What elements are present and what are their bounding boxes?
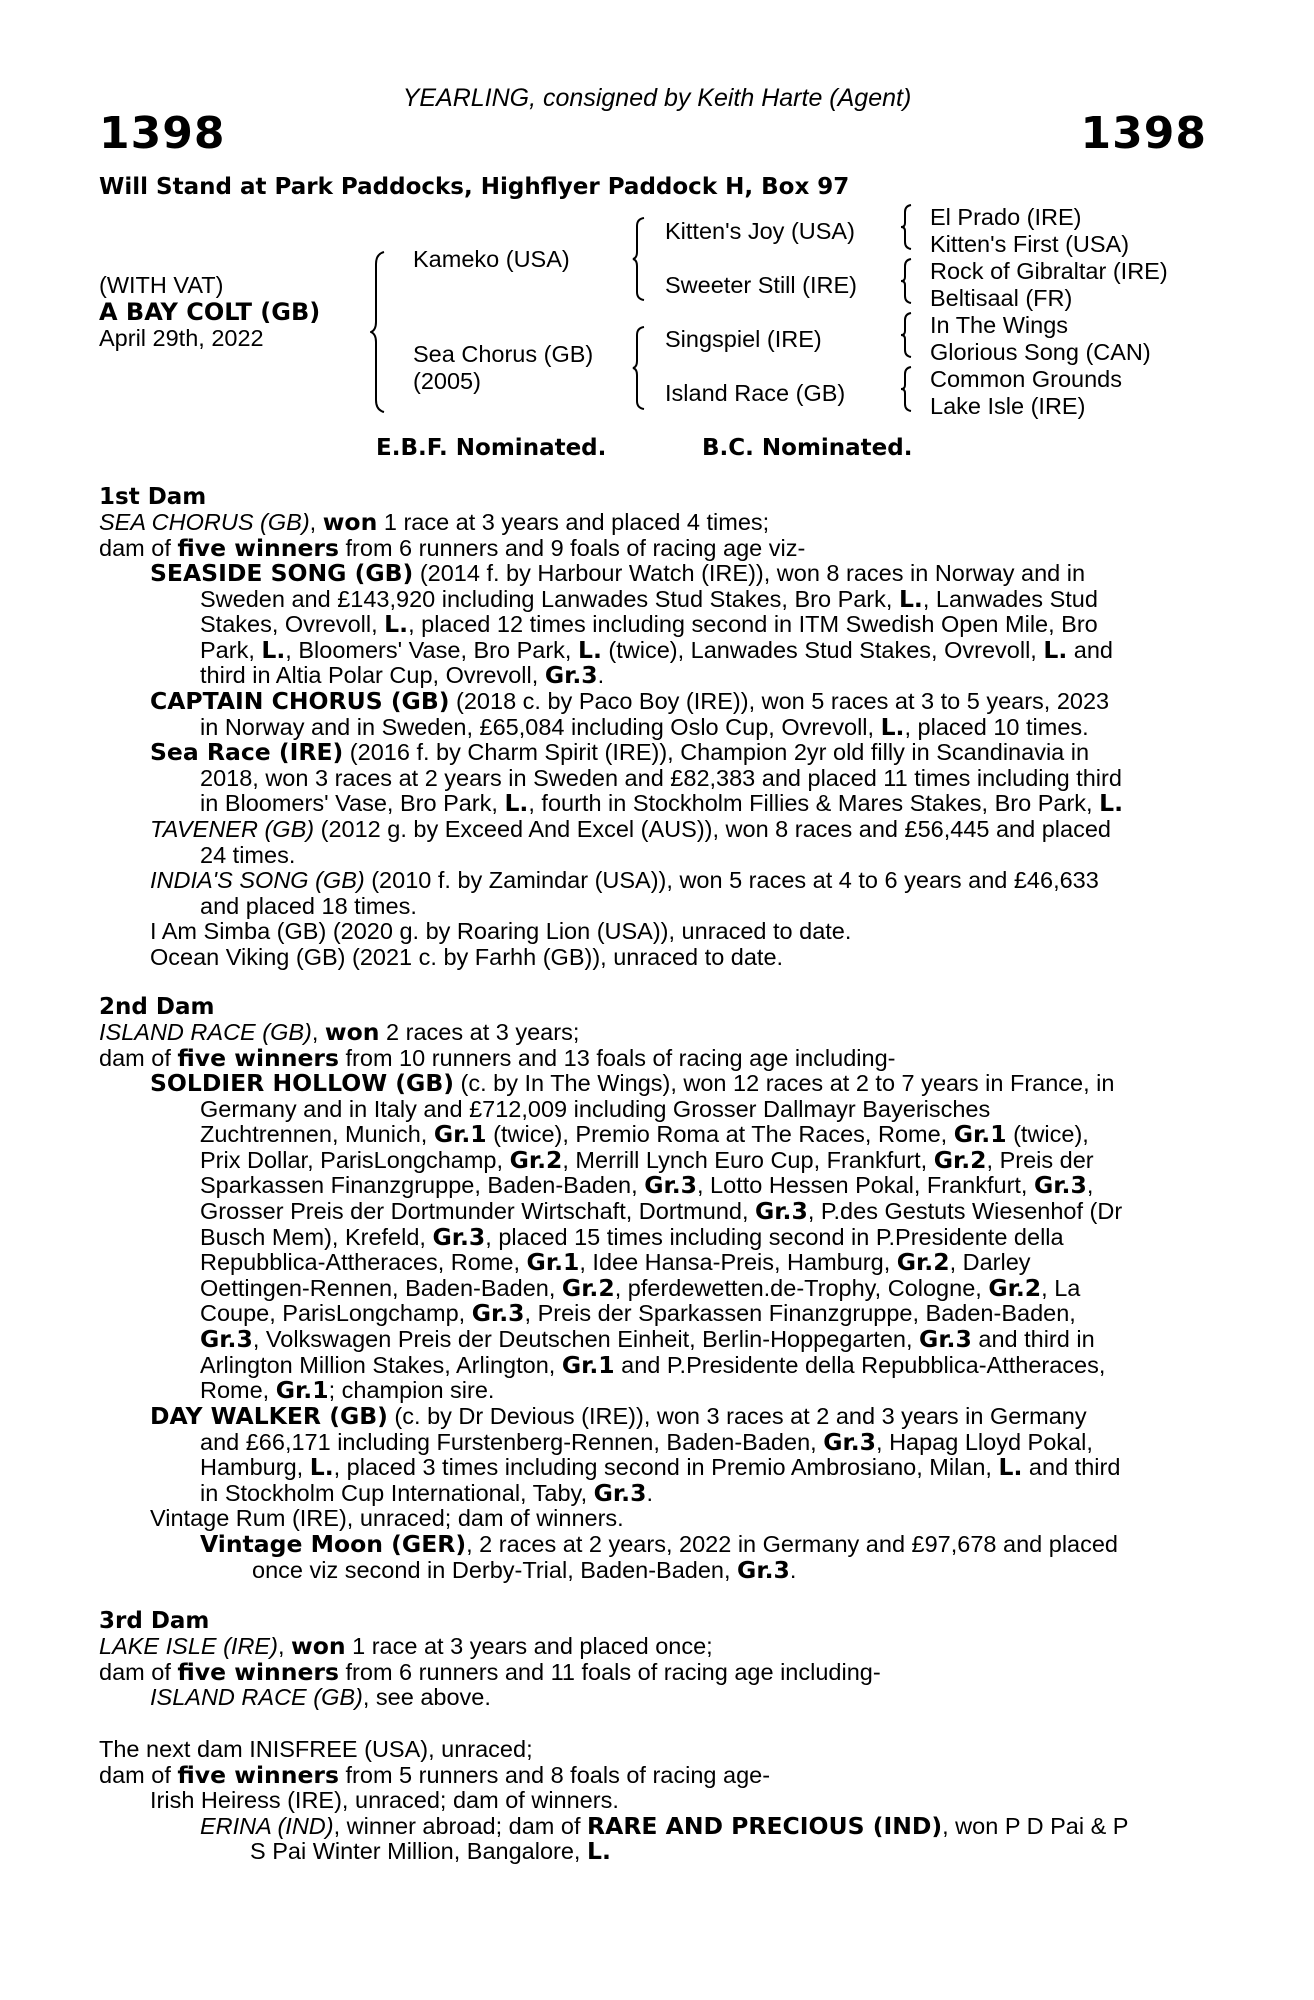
- pedigree-dsd: Glorious Song (CAN): [930, 339, 1151, 365]
- first-dam-progeny-ocean-viking: Ocean Viking (GB) (2021 c. by Farhh (GB)), unraced to date.: [150, 944, 784, 970]
- vat-note: (WITH VAT): [99, 272, 224, 298]
- consignment-line: YEARLING, consigned by Keith Harte (Agent): [402, 84, 912, 112]
- pedigree-dam-year: (2005): [413, 368, 481, 394]
- lot-number-right: 1398: [1080, 108, 1207, 159]
- pedigree-bracket-ss: [900, 203, 914, 251]
- pedigree-bracket-sd: [900, 257, 914, 305]
- pedigree-sire-sire: Kitten's Joy (USA): [665, 218, 855, 244]
- pedigree-ssd: Kitten's First (USA): [930, 231, 1130, 257]
- third-dam-record: LAKE ISLE (IRE), won 1 race at 3 years and placed once; dam of five winners from 6 runners and 11 foals of racing age including- ISLAND RACE (GB), see above.: [99, 1632, 881, 1711]
- first-dam-heading: 1st Dam: [99, 484, 207, 510]
- second-dam-progeny-soldier-hollow: SOLDIER HOLLOW (GB) (c. by In The Wings), won 12 races at 2 to 7 years in France, in Germany and in Italy and £712,009 including Grosser Dallmayr Bayerisches Zuchtrennen, Munich, Gr.1 (twice), Premio Roma at The Races, Rome, Gr.1 (twice), Prix Dollar, ParisLongchamp, Gr.2, Merrill Lynch Euro Cup, Frankfurt, Gr.2, Preis der Sparkassen Finanzgruppe, Baden-Baden, Gr.3, Lotto Hessen Pokal, Frankfurt, Gr.3, Grosser Preis der Dortmunder Wirtschaft, Dortmund, Gr.3, P.des Gestuts Wiesenhof (Dr Busch Mem), Krefeld, Gr.3, placed 15 times including second in P.Presidente della Repubblica-Attheraces, Rome, Gr.1, Idee Hansa-Preis, Hamburg, Gr.2, Darley Oettingen-Rennen, Baden-Baden, Gr.2, pferdewetten.de-Trophy, Cologne, Gr.2, La Coupe, ParisLongchamp, Gr.3, Preis der Sparkassen Finanzgruppe, Baden-Baden, Gr.3, Volkswagen Preis der Deutschen Einheit, Berlin-Hoppegarten, Gr.3 and third in Arlington Million Stakes, Arlington, Gr.1 and P.Presidente della Repubblica-Attheraces, Rome, Gr.1; champion sire.: [150, 1069, 1123, 1405]
- second-dam-grandprogeny-vintage-moon: Vintage Moon (GER), 2 races at 2 years, 2022 in Germany and £97,678 and placed once viz second in Derby-Trial, Baden-Baden, Gr.3.: [200, 1530, 1119, 1584]
- second-dam-heading: 2nd Dam: [99, 994, 215, 1020]
- second-dam-progeny-vintage-rum: Vintage Rum (IRE), unraced; dam of winners.: [150, 1505, 624, 1531]
- pedigree-dam: Sea Chorus (GB): [413, 341, 594, 367]
- bc-nomination: B.C. Nominated.: [702, 435, 913, 461]
- pedigree-sire: Kameko (USA): [413, 246, 570, 272]
- pedigree-bracket-main: [370, 250, 390, 415]
- next-dam-record: The next dam INISFREE (USA), unraced; dam of five winners from 5 runners and 8 foals of racing age- Irish Heiress (IRE), unraced; dam of winners. ERINA (IND), winner abroad; dam of RARE AND PRECIOUS (IND), won P D Pai & P S Pai Winter Million, Bangalore, L.: [99, 1736, 1129, 1866]
- pedigree-dam-dam: Island Race (GB): [665, 380, 846, 406]
- pedigree-sdd: Beltisaal (FR): [930, 285, 1073, 311]
- first-dam-progeny-indias-song: INDIA'S SONG (GB) (2010 f. by Zamindar (USA)), won 5 races at 4 to 6 years and £46,633 and placed 18 times.: [150, 867, 1099, 919]
- pedigree-bracket-ds: [900, 311, 914, 359]
- pedigree-dds: Common Grounds: [930, 366, 1122, 392]
- pedigree-dss: In The Wings: [930, 312, 1069, 338]
- pedigree-bracket-dd: [900, 365, 914, 413]
- lot-number-left: 1398: [99, 108, 226, 159]
- pedigree-ddd: Lake Isle (IRE): [930, 393, 1086, 419]
- horse-dob: April 29th, 2022: [99, 325, 264, 351]
- pedigree-bracket-sire: [632, 216, 648, 302]
- first-dam-progeny-i-am-simba: I Am Simba (GB) (2020 g. by Roaring Lion (USA)), unraced to date.: [150, 918, 852, 944]
- pedigree-sds: Rock of Gibraltar (IRE): [930, 258, 1168, 284]
- first-dam-progeny-tavener: TAVENER (GB) (2012 g. by Exceed And Excel (AUS)), won 8 races and £56,445 and placed 24 times.: [150, 816, 1111, 868]
- first-dam-progeny-sea-race: Sea Race (IRE) (2016 f. by Charm Spirit (IRE)), Champion 2yr old filly in Scandinavia in 2018, won 3 races at 2 years in Sweden and £82,383 and placed 11 times including third in Bloomers' Vase, Bro Park, L., fourth in Stockholm Fillies & Mares Stakes, Bro Park, L.: [150, 738, 1123, 818]
- horse-name: A BAY COLT (GB): [99, 298, 321, 326]
- second-dam-record: ISLAND RACE (GB), won 2 races at 3 years; dam of five winners from 10 runners and 13 foals of racing age including-: [99, 1018, 896, 1072]
- third-dam-heading: 3rd Dam: [99, 1608, 210, 1634]
- pedigree-sire-dam: Sweeter Still (IRE): [665, 272, 857, 298]
- first-dam-progeny-seaside-song: SEASIDE SONG (GB) (2014 f. by Harbour Watch (IRE)), won 8 races in Norway and in Sweden and £143,920 including Lanwades Stud Stakes, Bro Park, L., Lanwades Stud Stakes, Ovrevoll, L., placed 12 times including second in ITM Swedish Open Mile, Bro Park, L., Bloomers' Vase, Bro Park, L. (twice), Lanwades Stud Stakes, Ovrevoll, L. and third in Altia Polar Cup, Ovrevoll, Gr.3.: [150, 559, 1114, 690]
- first-dam-record: SEA CHORUS (GB), won 1 race at 3 years and placed 4 times; dam of five winners from 6 runners and 9 foals of racing age viz-: [99, 508, 806, 562]
- second-dam-progeny-day-walker: DAY WALKER (GB) (c. by Dr Devious (IRE)), won 3 races at 2 and 3 years in Germany and £66,171 including Furstenberg-Rennen, Baden-Baden, Gr.3, Hapag Lloyd Pokal, Hamburg, L., placed 3 times including second in Premio Ambrosiano, Milan, L. and third in Stockholm Cup International, Taby, Gr.3.: [150, 1402, 1121, 1507]
- stand-location: Will Stand at Park Paddocks, Highflyer Paddock H, Box 97: [99, 174, 850, 200]
- pedigree-bracket-dam: [632, 325, 648, 411]
- ebf-nomination: E.B.F. Nominated.: [376, 435, 607, 461]
- first-dam-progeny-captain-chorus: CAPTAIN CHORUS (GB) (2018 c. by Paco Boy (IRE)), won 5 races at 3 to 5 years, 2023 in Norway and in Sweden, £65,084 including Oslo Cup, Ovrevoll, L., placed 10 times.: [150, 687, 1110, 741]
- pedigree-dam-sire: Singspiel (IRE): [665, 326, 822, 352]
- pedigree-sss: El Prado (IRE): [930, 204, 1082, 230]
